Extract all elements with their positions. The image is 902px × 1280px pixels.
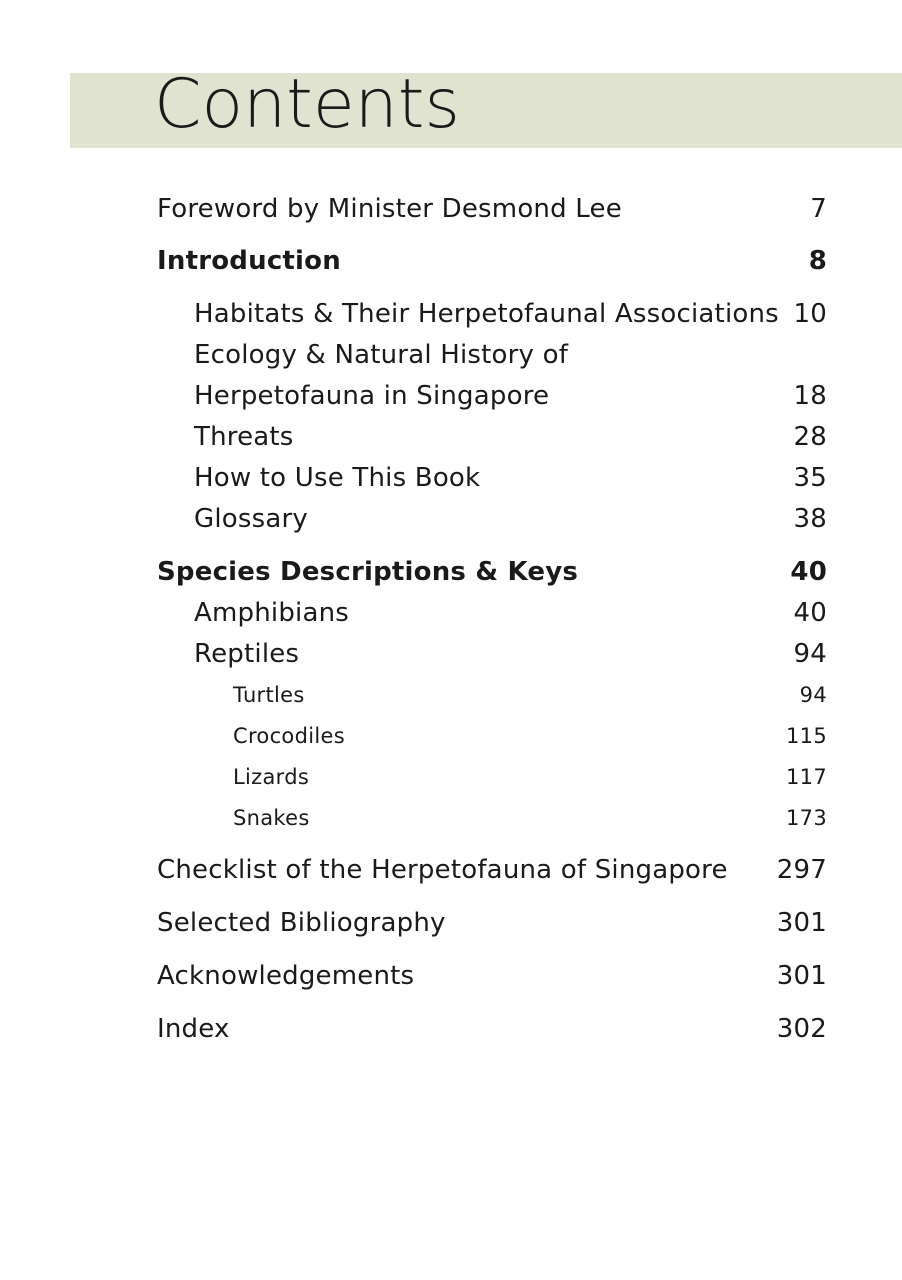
toc-page-number: 301 <box>776 961 827 991</box>
toc-label: Threats <box>194 422 294 452</box>
toc-page-number: 38 <box>793 504 827 534</box>
toc-label: Species Descriptions & Keys <box>157 557 579 587</box>
toc-page-number: 8 <box>808 246 827 276</box>
toc-label: Introduction <box>157 246 341 276</box>
toc-entry-snakes[interactable] <box>157 793 827 829</box>
toc-page-number: 302 <box>776 1014 827 1044</box>
toc-page-number: 10 <box>793 299 827 329</box>
toc-page-number: 40 <box>793 598 827 628</box>
toc-page-number: 117 <box>786 765 827 789</box>
toc-page-number: 301 <box>776 908 827 938</box>
toc-entry-amphibians[interactable] <box>157 590 827 626</box>
toc-entry-threats[interactable] <box>157 414 827 450</box>
toc-label: Selected Bibliography <box>157 908 446 938</box>
toc-entry-bibliography[interactable] <box>157 900 827 936</box>
toc-entry-glossary[interactable] <box>157 496 827 532</box>
toc-page-number: 35 <box>793 463 827 493</box>
toc-label: Reptiles <box>194 639 300 669</box>
toc-label: Index <box>157 1014 230 1044</box>
toc-page-number: 94 <box>793 639 827 669</box>
toc-entry-acknowledgements[interactable] <box>157 953 827 989</box>
toc-page-number: 7 <box>810 194 827 224</box>
toc-entry-reptiles[interactable] <box>157 631 827 667</box>
toc-label: Habitats & Their Herpetofaunal Associations <box>194 299 779 329</box>
toc-label: Ecology & Natural History of <box>194 340 569 370</box>
toc-label: Glossary <box>194 504 308 534</box>
toc-entry-lizards[interactable] <box>157 752 827 788</box>
toc-entry-turtles[interactable] <box>157 670 827 706</box>
toc-page-number: 18 <box>793 381 827 411</box>
toc-entry-index[interactable] <box>157 1006 827 1042</box>
toc-page-number: 28 <box>793 422 827 452</box>
toc-entry-crocodiles[interactable] <box>157 711 827 747</box>
title-band <box>70 65 902 148</box>
page-title: Contents <box>154 65 460 144</box>
toc-entry-species[interactable] <box>157 549 827 585</box>
toc-entry-foreword[interactable] <box>157 186 827 222</box>
toc-label: Amphibians <box>194 598 350 628</box>
toc-label: Snakes <box>233 806 310 830</box>
toc-label: Turtles <box>233 683 305 707</box>
toc-page-number: 40 <box>790 557 827 587</box>
toc-page-number: 94 <box>799 683 827 707</box>
toc-label: Foreword by Minister Desmond Lee <box>157 194 622 224</box>
toc-entry-habitats[interactable] <box>157 291 827 327</box>
toc-page-number: 297 <box>776 855 827 885</box>
toc-label: How to Use This Book <box>194 463 481 493</box>
toc-entry-checklist[interactable] <box>157 847 827 883</box>
toc-page-number: 115 <box>786 724 827 748</box>
toc-label: Crocodiles <box>233 724 345 748</box>
toc-label: Herpetofauna in Singapore <box>194 381 550 411</box>
toc-label: Acknowledgements <box>157 961 415 991</box>
toc-entry-introduction[interactable] <box>157 238 827 274</box>
toc-entry-ecology-line1[interactable] <box>157 332 827 368</box>
toc-label: Checklist of the Herpetofauna of Singapore <box>157 855 728 885</box>
toc-page-number: 173 <box>786 806 827 830</box>
toc-entry-ecology-line2[interactable] <box>157 373 827 409</box>
toc-label: Lizards <box>233 765 310 789</box>
toc-entry-how-to-use[interactable] <box>157 455 827 491</box>
